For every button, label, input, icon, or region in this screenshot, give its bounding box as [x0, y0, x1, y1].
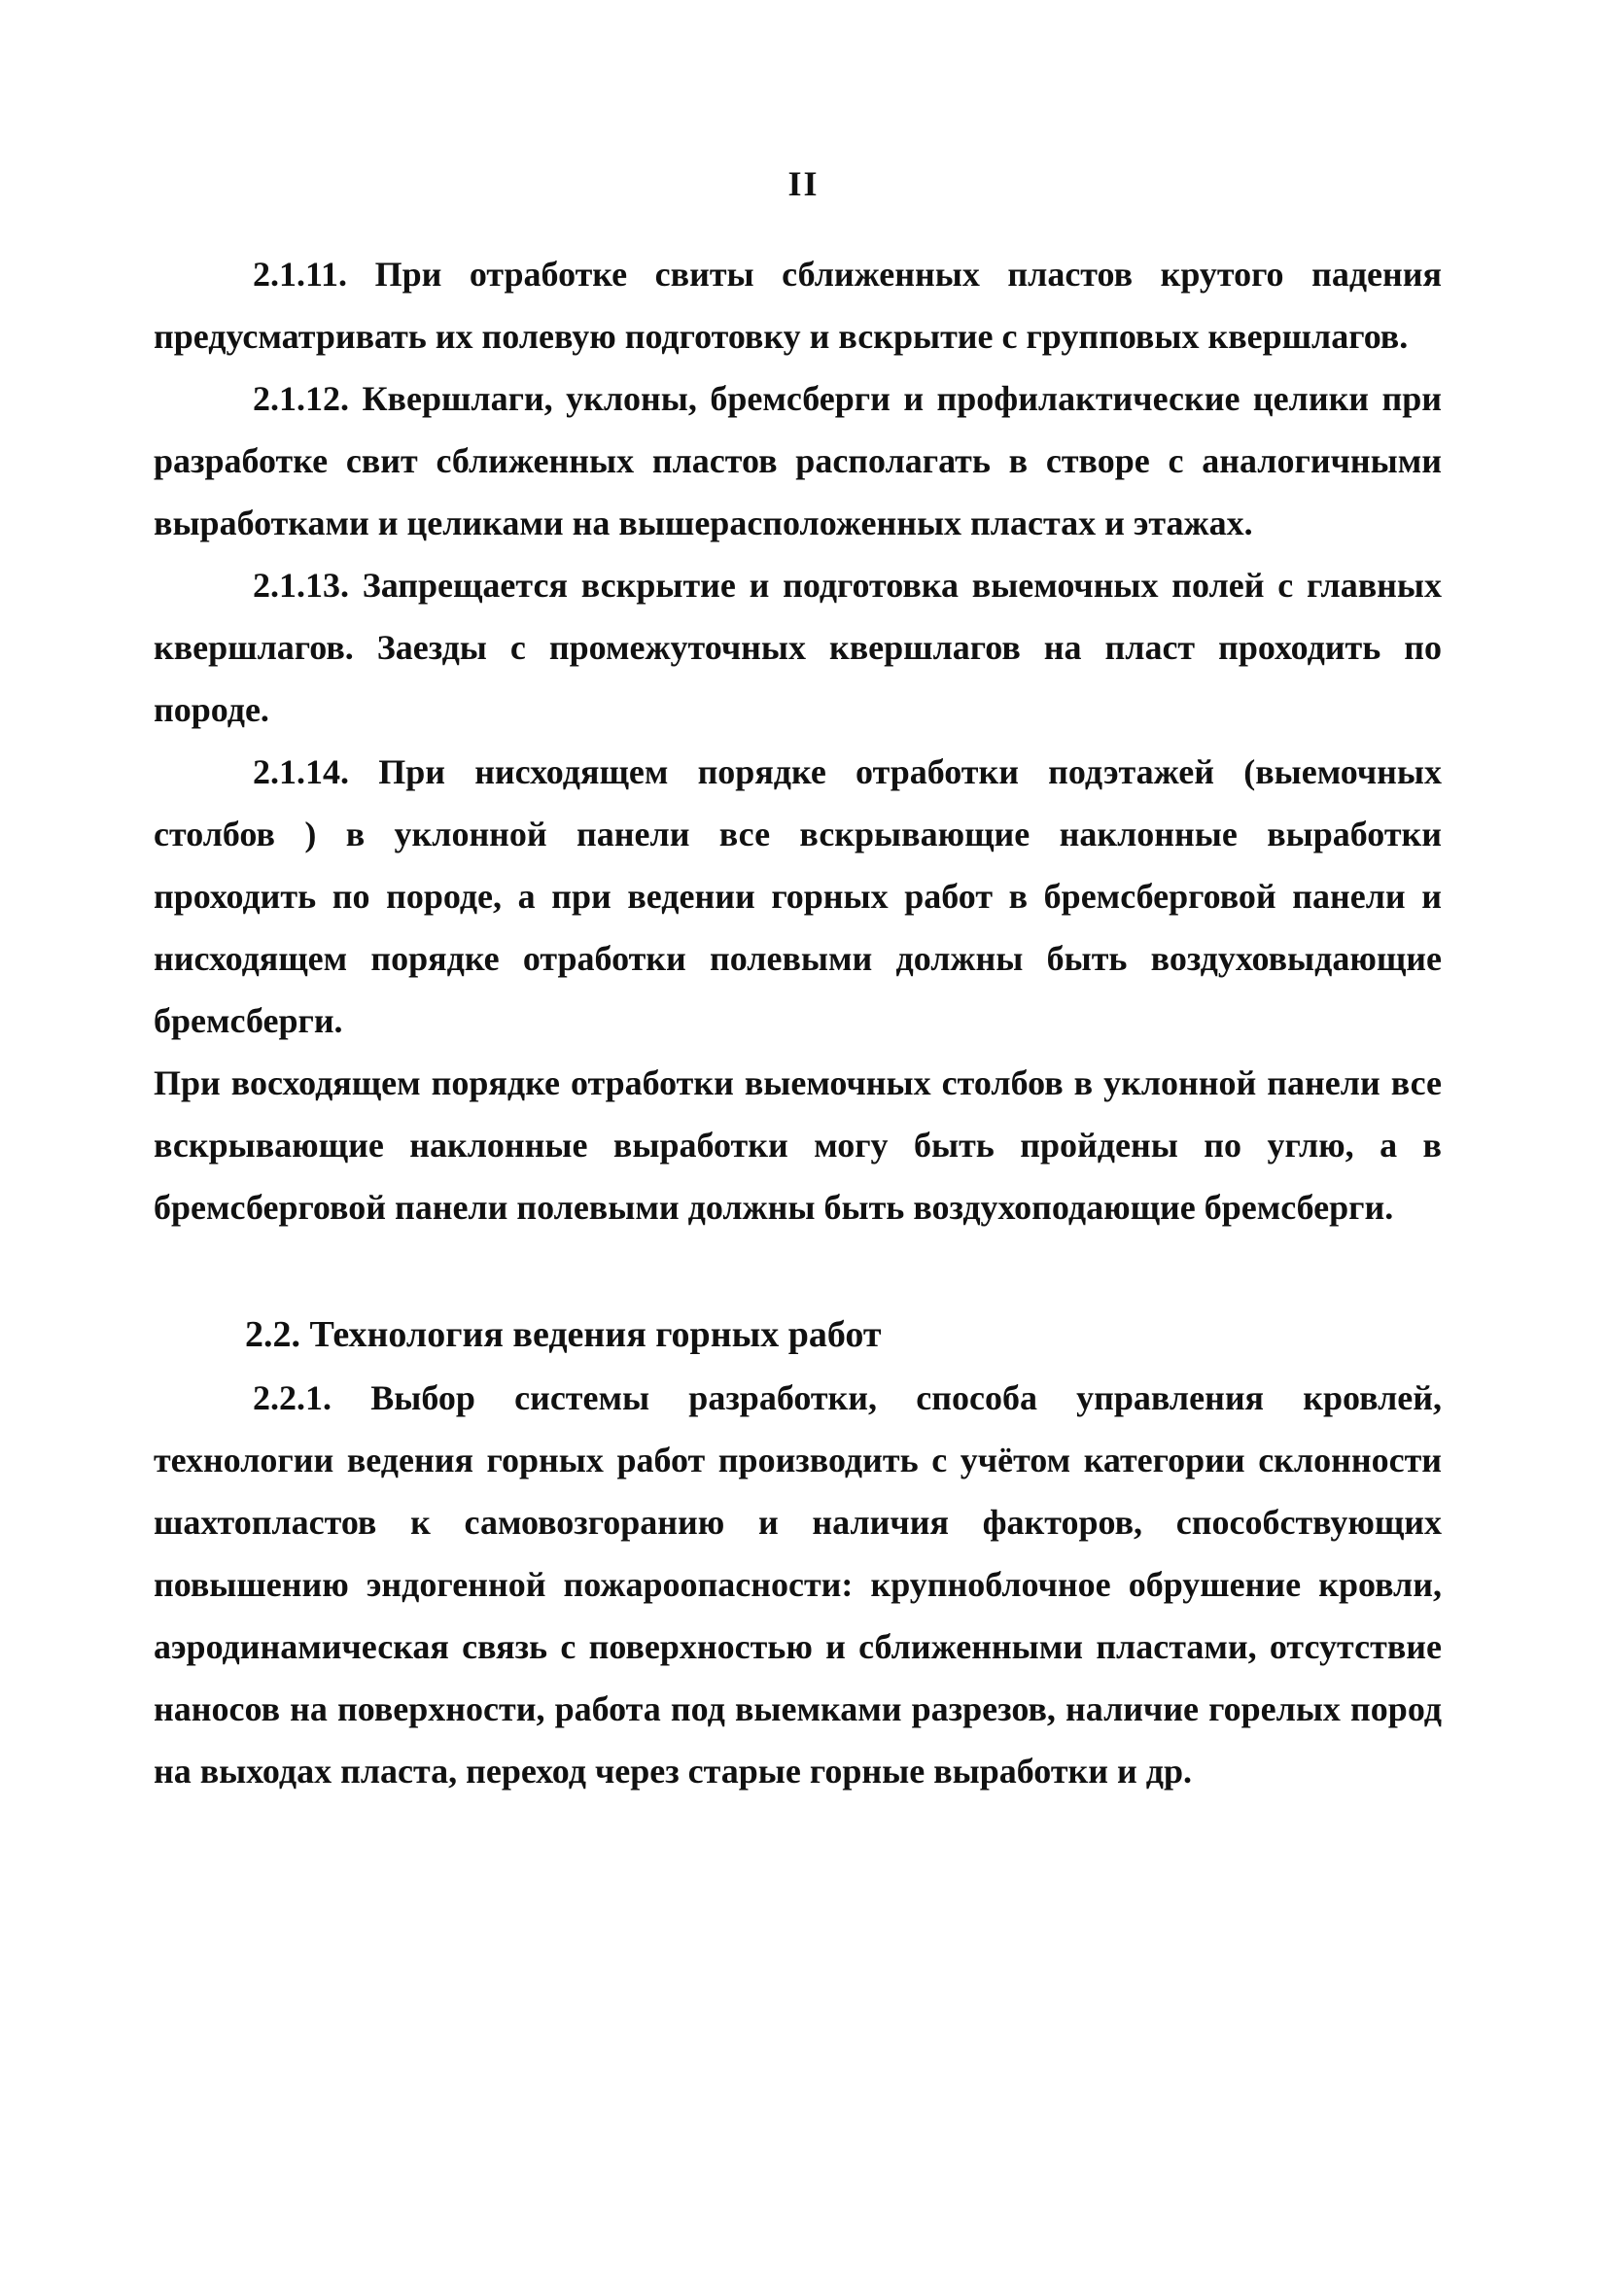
paragraph-2-1-12: 2.1.12. Квершлаги, уклоны, бремсберги и профилактические целики при разработке свит сближенных пластов располагать в створе с аналогичными выработками и целиками на вышерасположенных пластах и этажах. [154, 379, 1442, 542]
paragraph-2-2-1: 2.2.1. Выбор системы разработки, способа управления кровлей, технологии ведения горных работ производить с учётом категории склонности шахтопластов к самовозгоранию и наличия факторов, способствующих повышению эндогенной пожароопасности: крупноблочное обрушение кровли, аэродинамическая связь с поверхностью и сближенными пластами, отсутствие наносов на поверхности, работа под выемками разрезов, наличие горелых пород на выходах пласта, переход через старые горные выработки и др. [154, 1378, 1442, 1791]
page-number: II [787, 164, 820, 203]
document-body [154, 243, 1442, 1802]
paragraph-2-1-14-continuation: При восходящем порядке отработки выемочных столбов в уклонной панели все вскрывающие наклонные выработки могу быть пройдены по углю, а в бремсберговой панели полевыми должны быть воздухоподающие бремсберги. [154, 1063, 1442, 1227]
section-heading-2-2: 2.2. Технология ведения горных работ [245, 1314, 882, 1355]
paragraph-2-1-14: 2.1.14. При нисходящем порядке отработки подэтажей (выемочных столбов ) в уклонной панели все вскрывающие наклонные выработки проходить по породе, а при ведении горных работ в бремсберговой панели и нисходящем порядке отработки полевыми должны быть воздуховыдающие бремсберги. [154, 752, 1442, 1040]
paragraph-2-1-11: 2.1.11. При отработке свиты сближенных пластов крутого падения предусматривать их полевую подготовку и вскрытие с групповых квершлагов. [154, 255, 1442, 356]
paragraph-2-1-13: 2.1.13. Запрещается вскрытие и подготовка выемочных полей с главных квершлагов. Заезды с промежуточных квершлагов на пласт проходить по породе. [154, 566, 1442, 729]
